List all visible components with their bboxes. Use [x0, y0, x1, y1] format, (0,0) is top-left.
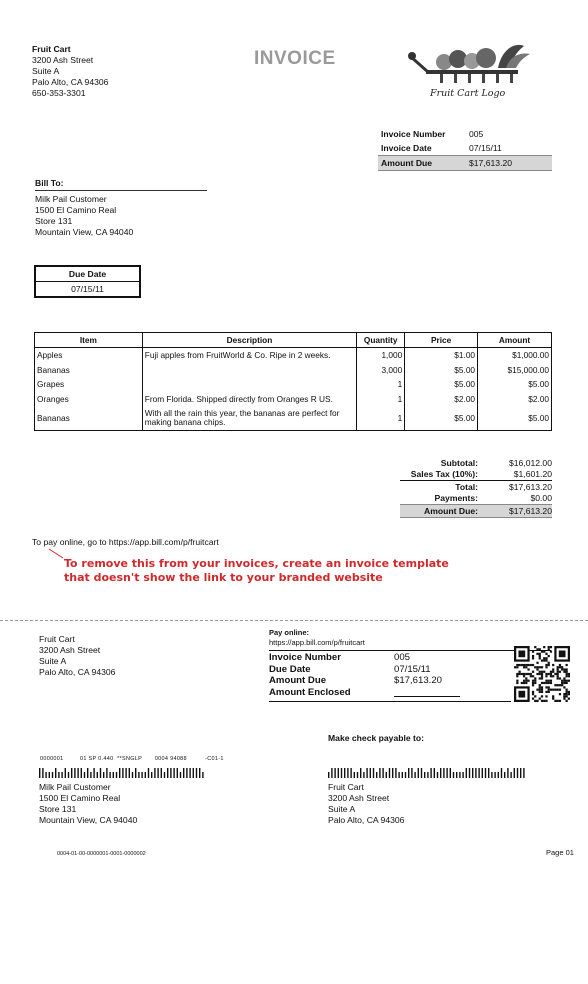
invoice-title: INVOICE: [254, 48, 336, 69]
bill-to-line: Milk Pail Customer: [35, 194, 107, 204]
amount-cell: $2.00: [478, 392, 552, 407]
customer-address-line: 1500 El Camino Real: [39, 793, 121, 803]
stub-field-label: Amount Due: [269, 675, 327, 687]
totals-block: [400, 457, 552, 518]
stub-row-amount-due: [269, 675, 511, 687]
price-cell: $2.00: [405, 392, 478, 407]
page-number: Page 01: [546, 848, 574, 857]
company-phone: 650-353-3301: [32, 88, 86, 98]
postal-barcode-icon: [328, 768, 528, 779]
bill-to-line: Mountain View, CA 94040: [35, 227, 134, 237]
stub-row-amount-enclosed: [269, 687, 511, 699]
item-cell: Apples: [35, 348, 143, 363]
pay-online-link[interactable]: To pay online, go to https://app.bill.com/p/fruitcart: [32, 537, 219, 547]
annotation-line: that doesn't show the link to your branded website: [64, 571, 383, 584]
table-header-row: [35, 333, 552, 348]
company-address-line: Suite A: [32, 66, 60, 76]
stub-row-due-date: [269, 664, 511, 676]
company-address-line: Palo Alto, CA 94306: [32, 77, 109, 87]
due-date-value: 07/15/11: [71, 284, 104, 294]
tear-off-divider: [0, 620, 588, 621]
remit-address-line: Fruit Cart: [328, 782, 364, 792]
column-header: Price: [405, 333, 478, 348]
stub-field-value: $17,613.20: [394, 675, 443, 687]
customer-address-line: Store 131: [39, 804, 77, 814]
annotation-note: [64, 557, 449, 585]
column-header: Quantity: [357, 333, 405, 348]
bill-to-line: Store 131: [35, 216, 73, 226]
meta-label: Amount Due: [381, 158, 433, 168]
totals-label: Sales Tax (10%):: [410, 469, 478, 480]
bill-to-heading: Bill To:: [35, 178, 207, 191]
remit-address-line: Palo Alto, CA 94306: [328, 815, 405, 825]
column-header: Description: [142, 333, 356, 348]
totals-row-sales-tax: [400, 469, 552, 482]
qr-code-icon: [514, 646, 570, 702]
stub-from-line: 3200 Ash Street: [39, 645, 101, 655]
stub-pay-online-url[interactable]: https://app.bill.com/p/fruitcart: [269, 638, 551, 651]
totals-row-payments: [400, 493, 552, 505]
make-check-payable-label: Make check payable to:: [328, 733, 425, 743]
totals-label: Payments:: [434, 493, 478, 504]
description-cell: [142, 377, 356, 392]
totals-row-total: [400, 481, 552, 493]
due-date-box: [34, 265, 141, 298]
stub-field-label: Due Date: [269, 663, 311, 675]
totals-label: Subtotal:: [440, 457, 478, 468]
item-cell: Oranges: [35, 392, 143, 407]
totals-value: $0.00: [530, 493, 552, 504]
company-name: Fruit Cart: [32, 44, 71, 54]
column-header: Amount: [478, 333, 552, 348]
meta-value: 07/15/11: [469, 143, 502, 153]
amount-cell: $15,000.00: [478, 363, 552, 378]
quantity-cell: 1: [357, 392, 405, 407]
price-cell: $5.00: [405, 363, 478, 378]
table-row: [35, 377, 552, 392]
stub-customer-address: [39, 782, 137, 826]
price-cell: $5.00: [405, 377, 478, 392]
annotation-line: To remove this from your invoices, create an invoice template: [64, 557, 449, 570]
description-cell: [142, 363, 356, 378]
meta-row-invoice-date: [378, 141, 552, 155]
items-table: [34, 332, 552, 431]
item-cell: Grapes: [35, 377, 143, 392]
table-row: [35, 406, 552, 431]
amount-cell: $5.00: [478, 377, 552, 392]
quantity-cell: 1,000: [357, 348, 405, 363]
amount-cell: $5.00: [478, 406, 552, 431]
bill-to-block: [35, 178, 207, 238]
meta-row-invoice-number: [378, 127, 552, 141]
amount-enclosed-field[interactable]: [394, 688, 460, 697]
totals-value: $17,613.20: [508, 505, 552, 516]
amount-cell: $1,000.00: [478, 348, 552, 363]
totals-value: $17,613.20: [508, 481, 552, 492]
meta-value: $17,613.20: [469, 158, 513, 168]
stub-remit-address: [328, 782, 404, 826]
quantity-cell: 1: [357, 406, 405, 431]
stub-fields: [269, 652, 511, 702]
totals-value: $16,012.00: [508, 457, 552, 468]
meta-label: Invoice Date: [381, 143, 432, 153]
stub-from-line: Palo Alto, CA 94306: [39, 667, 116, 677]
stub-from-line: Suite A: [39, 656, 67, 666]
price-cell: $5.00: [405, 406, 478, 431]
totals-row-amount-due: [400, 504, 552, 518]
meta-label: Invoice Number: [381, 129, 446, 139]
totals-row-subtotal: [400, 457, 552, 469]
remit-address-line: Suite A: [328, 804, 356, 814]
meta-value: 005: [469, 129, 484, 139]
stub-from-address: [39, 634, 115, 678]
footer-code: 0004-01-00-0000001-0001-0000002: [57, 851, 146, 857]
table-row: [35, 392, 552, 407]
customer-address-line: Mountain View, CA 94040: [39, 815, 138, 825]
postal-barcode-icon: [39, 768, 209, 779]
remit-address-line: 3200 Ash Street: [328, 793, 390, 803]
stub-pay-online-label: Pay online:: [269, 628, 310, 637]
stub-field-value: 005: [394, 652, 411, 664]
quantity-cell: 3,000: [357, 363, 405, 378]
totals-label: Total:: [455, 481, 478, 492]
bill-to-line: 1500 El Camino Real: [35, 205, 117, 215]
invoice-meta: [378, 127, 552, 171]
logo-text: Fruit Cart Logo: [430, 88, 506, 99]
meta-row-amount-due: [378, 155, 552, 171]
stub-from-line: Fruit Cart: [39, 634, 75, 644]
totals-label: Amount Due:: [424, 505, 478, 516]
stub-field-label: Invoice Number: [269, 652, 341, 664]
description-cell: From Florida. Shipped directly from Oranges R US.: [142, 392, 356, 407]
description-cell: With all the rain this year, the bananas are perfect for making banana chips.: [142, 406, 356, 431]
price-cell: $1.00: [405, 348, 478, 363]
company-block: [32, 44, 108, 99]
quantity-cell: 1: [357, 377, 405, 392]
column-header: Item: [35, 333, 143, 348]
stub-field-value: 07/15/11: [394, 663, 431, 675]
table-row: [35, 348, 552, 363]
item-cell: Bananas: [35, 406, 143, 431]
totals-value: $1,601.20: [513, 469, 552, 480]
company-address-line: 3200 Ash Street: [32, 55, 94, 65]
stub-row-invoice-number: [269, 652, 511, 664]
stub-field-label: Amount Enclosed: [269, 686, 351, 698]
barcode-number: 0000001 01 SP 0.440 **SNGLP 0004 94088 -C01-1: [40, 756, 224, 762]
item-cell: Bananas: [35, 363, 143, 378]
due-date-label: Due Date: [36, 267, 139, 282]
table-row: [35, 363, 552, 378]
fruit-cart-logo: [406, 42, 536, 104]
stub-pay-online: [269, 628, 551, 651]
description-cell: Fuji apples from FruitWorld & Co. Ripe in 2 weeks.: [142, 348, 356, 363]
customer-address-line: Milk Pail Customer: [39, 782, 111, 792]
